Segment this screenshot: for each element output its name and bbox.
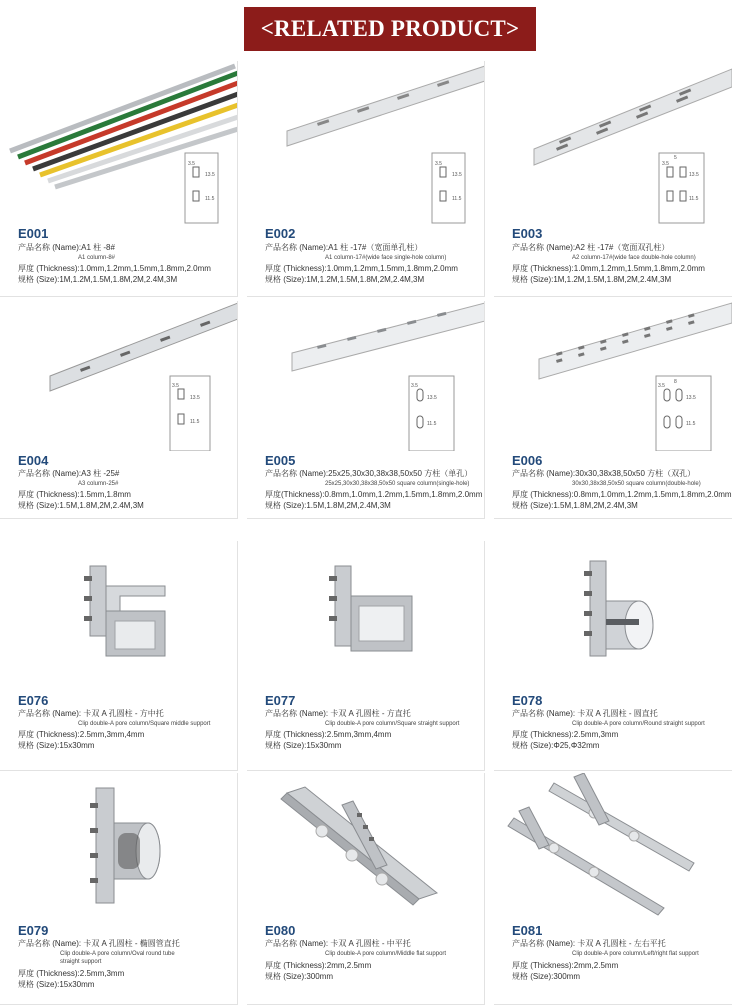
product-size: 规格 (Size):15x30mm [18, 741, 95, 750]
diagram-label: 13.5 [689, 172, 699, 178]
product-name-en-cont: straight support [60, 959, 102, 965]
diagram-label: 11.5 [427, 421, 437, 427]
product-code: E002 [265, 226, 296, 241]
product-size: 规格 (Size):1M,1.2M,1.5M,1.8M,2M,2.4M,3M [18, 275, 178, 284]
product-image [494, 773, 732, 923]
product-card-e001[interactable] [0, 61, 238, 297]
product-thickness: 厚度 (Thickness):1.0mm,1.2mm,1.5mm,1.8mm,2.0mm [512, 264, 705, 273]
product-name-en: Clip double-A pore column/Middle flat support [325, 951, 447, 957]
product-card-e081[interactable] [494, 773, 732, 1005]
product-image [247, 541, 484, 691]
diagram-label: 11.5 [689, 196, 699, 202]
product-code: E004 [18, 453, 49, 468]
product-thickness: 厚度 (Thickness):2.5mm,3mm,4mm [18, 730, 145, 739]
product-name-en: A1 column-8# [78, 255, 116, 261]
product-thickness: 厚度 (Thickness):2mm,2.5mm [265, 961, 372, 970]
product-name-en: Clip double-A pore column/Left/right flat support [572, 951, 699, 957]
product-code: E006 [512, 453, 543, 468]
product-image [494, 301, 732, 451]
product-thickness: 厚度(Thickness):0.8mm,1.0mm,1.2mm,1.5mm,1.8mm,2.0mm [265, 490, 483, 499]
product-size: 规格 (Size):1M,1.2M,1.5M,1.8M,2M,2.4M,3M [512, 275, 672, 284]
product-name: 产品名称 (Name): 卡双 A 孔圆柱 - 方中托 [18, 709, 164, 718]
product-name: 产品名称 (Name):25x25,30x30,38x38,50x50 方柱（单孔） [265, 469, 473, 478]
product-card-e079[interactable] [0, 773, 238, 1005]
diagram-label: 3.5 [662, 161, 669, 167]
product-size: 规格 (Size):15x30mm [265, 741, 342, 750]
product-image [0, 541, 237, 691]
product-thickness: 厚度 (Thickness):2.5mm,3mm,4mm [265, 730, 392, 739]
product-code: E005 [265, 453, 296, 468]
product-thickness: 厚度 (Thickness):2.5mm,3mm [512, 730, 619, 739]
product-image [494, 541, 732, 691]
product-name-en: Clip double-A pore column/Oval round tube [60, 951, 175, 957]
product-image [247, 61, 484, 226]
diagram-label: 5 [674, 155, 677, 161]
product-card-e078[interactable] [494, 541, 732, 771]
product-image [247, 301, 484, 451]
product-code: E078 [512, 693, 543, 708]
product-name-en: 30x30,38x38,50x50 square column(double-hole) [572, 481, 701, 487]
diagram-label: 13.5 [190, 395, 200, 401]
diagram-label: 3.5 [658, 383, 665, 389]
product-name-en: A2 column-17#(wide face double-hole column) [572, 255, 696, 261]
diagram-label: 3.5 [411, 383, 418, 389]
product-size: 规格 (Size):Φ25,Φ32mm [512, 741, 600, 750]
product-card-e076[interactable] [0, 541, 238, 771]
product-image [494, 61, 732, 226]
diagram-label: 13.5 [686, 395, 696, 401]
product-thickness: 厚度 (Thickness):0.8mm,1.0mm,1.2mm,1.5mm,1.8mm,2.0mm [512, 490, 732, 499]
product-name: 产品名称 (Name):30x30,38x38,50x50 方柱（双孔） [512, 469, 696, 478]
related-product-banner: <RELATED PRODUCT> [244, 7, 536, 51]
product-name: 产品名称 (Name): 卡双 A 孔圆柱 - 圆直托 [512, 709, 658, 718]
product-size: 规格 (Size):1M,1.2M,1.5M,1.8M,2M,2.4M,3M [265, 275, 425, 284]
product-name: 产品名称 (Name):A2 柱 -17#（宽面双孔柱） [512, 243, 670, 252]
diagram-label: 3.5 [172, 383, 179, 389]
product-name: 产品名称 (Name): 卡双 A 孔圆柱 - 椭圆管直托 [18, 939, 180, 948]
product-name: 产品名称 (Name): 卡双 A 孔圆柱 - 中平托 [265, 939, 411, 948]
product-thickness: 厚度 (Thickness):2mm,2.5mm [512, 961, 619, 970]
diagram-label: 3.5 [435, 161, 442, 167]
product-code: E003 [512, 226, 543, 241]
product-name: 产品名称 (Name):A3 柱 -25# [18, 469, 120, 478]
diagram-label: 11.5 [686, 421, 696, 427]
diagram-label: 3.5 [188, 161, 195, 167]
product-name-en: Clip double-A pore column/Square straight support [325, 721, 460, 727]
diagram-label: 13.5 [427, 395, 437, 401]
product-size: 规格 (Size):300mm [265, 972, 334, 981]
product-code: E077 [265, 693, 296, 708]
product-card-e002[interactable] [247, 61, 485, 297]
product-thickness: 厚度 (Thickness):2.5mm,3mm [18, 969, 125, 978]
product-name: 产品名称 (Name): 卡双 A 孔圆柱 - 左右平托 [512, 939, 666, 948]
diagram-label: 8 [674, 379, 677, 385]
product-name-en: 25x25,30x30,38x38,50x50 square column(single-hole) [325, 481, 470, 487]
diagram-label: 11.5 [205, 196, 215, 202]
product-image [0, 773, 237, 923]
product-code: E081 [512, 923, 543, 938]
product-name-en: A3 column-25# [78, 481, 119, 487]
product-name: 产品名称 (Name):A1 柱 -8# [18, 243, 115, 252]
product-thickness: 厚度 (Thickness):1.5mm,1.8mm [18, 490, 131, 499]
product-image [247, 773, 484, 923]
product-thickness: 厚度 (Thickness):1.0mm,1.2mm,1.5mm,1.8mm,2.0mm [265, 264, 458, 273]
product-code: E080 [265, 923, 296, 938]
product-card-e003[interactable] [494, 61, 732, 297]
product-code: E076 [18, 693, 49, 708]
diagram-label: 11.5 [452, 196, 462, 202]
product-size: 规格 (Size):1.5M,1.8M,2M,2.4M,3M [18, 501, 144, 510]
product-size: 规格 (Size):15x30mm [18, 980, 95, 989]
product-name-en: Clip double-A pore column/Round straight support [572, 721, 705, 727]
diagram-label: 11.5 [190, 419, 200, 425]
product-thickness: 厚度 (Thickness):1.0mm,1.2mm,1.5mm,1.8mm,2.0mm [18, 264, 211, 273]
product-size: 规格 (Size):1.5M,1.8M,2M,2.4M,3M [265, 501, 391, 510]
diagram-label: 13.5 [452, 172, 462, 178]
product-code: E079 [18, 923, 49, 938]
product-size: 规格 (Size):300mm [512, 972, 581, 981]
product-name: 产品名称 (Name): 卡双 A 孔圆柱 - 方直托 [265, 709, 411, 718]
diagram-label: 13.5 [205, 172, 215, 178]
product-code: E001 [18, 226, 49, 241]
product-size: 规格 (Size):1.5M,1.8M,2M,2.4M,3M [512, 501, 638, 510]
product-card-e005[interactable] [247, 301, 485, 519]
product-name-en: Clip double-A pore column/Square middle support [78, 721, 211, 727]
product-name-en: A1 column-17#(wide face single-hole column) [325, 255, 447, 261]
product-image [0, 61, 237, 226]
product-card-e004[interactable] [0, 301, 238, 519]
product-name: 产品名称 (Name):A1 柱 -17#（宽面单孔柱） [265, 243, 423, 252]
product-card-e006[interactable] [494, 301, 732, 519]
product-image [0, 301, 237, 451]
product-card-e080[interactable] [247, 773, 485, 1005]
product-card-e077[interactable] [247, 541, 485, 771]
